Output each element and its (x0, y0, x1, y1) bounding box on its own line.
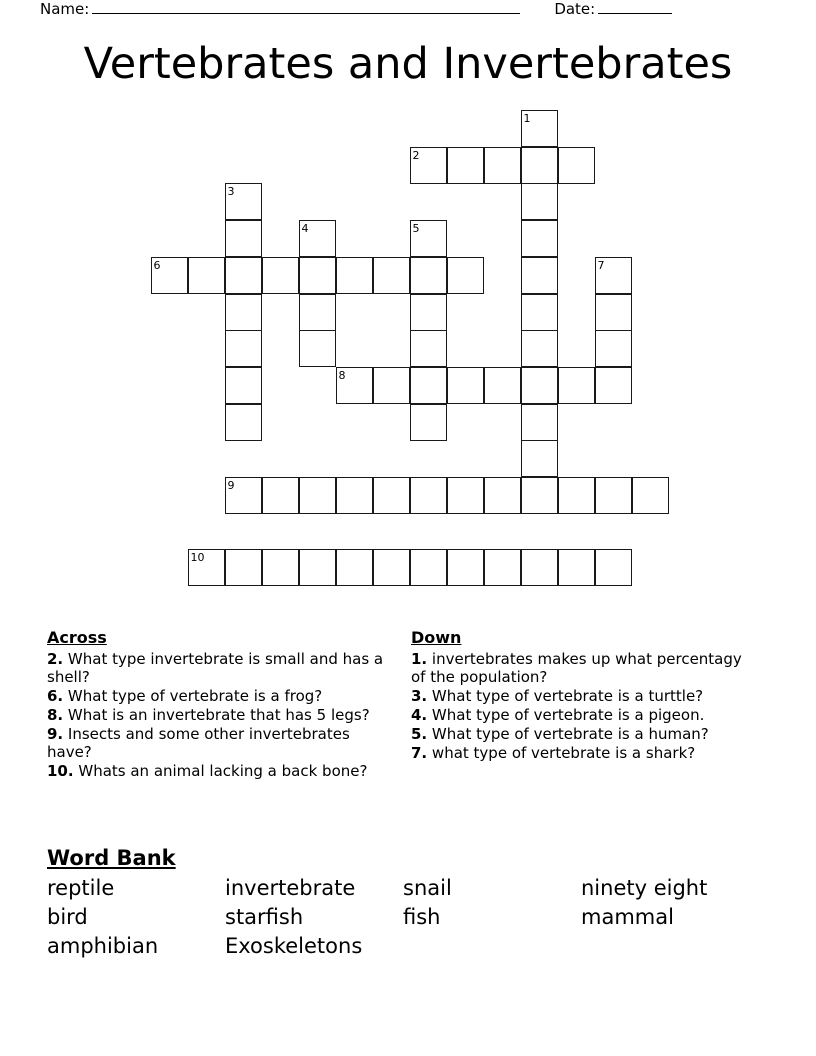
page-title: Vertebrates and Invertebrates (83, 39, 733, 89)
clue-text: What type of vertebrate is a frog? (67, 687, 323, 705)
crossword-cell[interactable] (410, 330, 447, 367)
crossword-cell[interactable] (521, 404, 558, 441)
crossword-cell[interactable] (447, 549, 484, 586)
date-label: Date: (554, 0, 596, 18)
down-clue-item (411, 650, 756, 686)
crossword-cell[interactable] (262, 257, 299, 294)
word-bank-word: bird (47, 905, 88, 929)
clue-text: invertebrates makes up what percentagy of the population? (411, 650, 742, 686)
crossword-cell[interactable] (410, 257, 447, 294)
crossword-cell[interactable] (225, 477, 262, 514)
crossword-cell[interactable] (521, 367, 558, 404)
crossword-cell[interactable] (558, 147, 595, 184)
crossword-cell[interactable] (188, 549, 225, 586)
crossword-cell[interactable] (225, 404, 262, 441)
crossword-cell[interactable] (299, 257, 336, 294)
clue-number: 7. (411, 744, 428, 762)
clue-text: What type invertebrate is small and has a shell? (47, 650, 384, 686)
crossword-clue-number: 1 (523, 112, 531, 125)
crossword-cell[interactable] (521, 257, 558, 294)
word-bank-word (403, 932, 581, 961)
crossword-cell[interactable] (558, 367, 595, 404)
word-bank-grid (47, 874, 777, 961)
crossword-cell[interactable] (262, 549, 299, 586)
crossword-cell[interactable] (521, 110, 558, 147)
clue-text: what type of vertebrate is a shark? (431, 744, 696, 762)
crossword-cell[interactable] (521, 294, 558, 331)
crossword-cell[interactable] (299, 549, 336, 586)
crossword-cell[interactable] (632, 477, 669, 514)
crossword-cell[interactable] (373, 549, 410, 586)
clue-number: 9. (47, 725, 64, 743)
crossword-cell[interactable] (410, 549, 447, 586)
across-clue-item (47, 762, 397, 780)
crossword-cell[interactable] (410, 404, 447, 441)
crossword-cell[interactable] (484, 549, 521, 586)
crossword-cell[interactable] (410, 147, 447, 184)
crossword-cell[interactable] (225, 257, 262, 294)
crossword-cell[interactable] (410, 220, 447, 257)
crossword-cell[interactable] (373, 477, 410, 514)
down-clue-item (411, 706, 756, 724)
crossword-cell[interactable] (373, 367, 410, 404)
crossword-cell[interactable] (373, 257, 410, 294)
crossword-clue-number: 5 (412, 222, 420, 235)
crossword-cell[interactable] (225, 220, 262, 257)
crossword-clue-number: 10 (190, 551, 205, 564)
crossword-cell[interactable] (521, 220, 558, 257)
crossword-cell[interactable] (521, 330, 558, 367)
crossword-cell[interactable] (595, 477, 632, 514)
crossword-cell[interactable] (595, 257, 632, 294)
clue-text: What type of vertebrate is a turttle? (431, 687, 704, 705)
word-bank-word: starfish (225, 905, 304, 929)
crossword-cell[interactable] (336, 367, 373, 404)
crossword-cell[interactable] (225, 183, 262, 220)
word-bank-word: snail (403, 876, 452, 900)
crossword-cell[interactable] (410, 367, 447, 404)
clue-text: Whats an animal lacking a back bone? (78, 762, 368, 780)
crossword-cell[interactable] (410, 294, 447, 331)
clue-number: 6. (47, 687, 64, 705)
crossword-cell[interactable] (484, 477, 521, 514)
crossword-cell[interactable] (188, 257, 225, 294)
down-clue-item (411, 687, 756, 705)
clue-number: 4. (411, 706, 428, 724)
word-bank (47, 845, 777, 961)
crossword-cell[interactable] (595, 294, 632, 331)
crossword-cell[interactable] (447, 147, 484, 184)
word-bank-word: mammal (581, 905, 674, 929)
clue-text: What type of vertebrate is a human? (431, 725, 709, 743)
across-clue-item (47, 650, 397, 686)
crossword-cell[interactable] (336, 477, 373, 514)
crossword-cell[interactable] (595, 330, 632, 367)
name-label: Name: (40, 0, 90, 18)
word-bank-word: invertebrate (225, 876, 356, 900)
crossword-cell[interactable] (299, 220, 336, 257)
crossword-clue-number: 9 (227, 479, 235, 492)
across-clue-item (47, 725, 397, 761)
crossword-clue-number: 2 (412, 149, 420, 162)
crossword-clue-number: 4 (301, 222, 309, 235)
crossword-cell[interactable] (447, 257, 484, 294)
clue-text: Insects and some other invertebrates have? (47, 725, 350, 761)
word-bank-word (581, 932, 771, 961)
clue-text: What type of vertebrate is a pigeon. (431, 706, 705, 724)
down-clue-item (411, 744, 756, 762)
word-bank-heading: Word Bank (47, 846, 176, 870)
crossword-clue-number: 3 (227, 185, 235, 198)
crossword-cell[interactable] (521, 549, 558, 586)
crossword-cell[interactable] (410, 477, 447, 514)
crossword-cell[interactable] (299, 294, 336, 331)
crossword-cell[interactable] (558, 477, 595, 514)
crossword-cell[interactable] (225, 330, 262, 367)
word-bank-word: reptile (47, 876, 115, 900)
clue-number: 2. (47, 650, 64, 668)
crossword-cell[interactable] (262, 477, 299, 514)
across-clues-column (47, 628, 397, 781)
crossword-cell[interactable] (595, 549, 632, 586)
word-bank-word: Exoskeletons (225, 934, 363, 958)
crossword-clue-number: 8 (338, 369, 346, 382)
clue-number: 1. (411, 650, 428, 668)
clue-number: 5. (411, 725, 428, 743)
word-bank-word: ninety eight (581, 876, 708, 900)
clue-number: 3. (411, 687, 428, 705)
crossword-cell[interactable] (299, 330, 336, 367)
crossword-cell[interactable] (484, 147, 521, 184)
crossword-cell[interactable] (336, 257, 373, 294)
crossword-cell[interactable] (151, 257, 188, 294)
crossword-cell[interactable] (484, 367, 521, 404)
crossword-cell[interactable] (521, 183, 558, 220)
clue-number: 10. (47, 762, 74, 780)
crossword-cell[interactable] (595, 367, 632, 404)
crossword-cell[interactable] (225, 367, 262, 404)
crossword-cell[interactable] (521, 440, 558, 477)
down-heading: Down (411, 628, 462, 647)
crossword-cell[interactable] (299, 477, 336, 514)
down-clue-item (411, 725, 756, 743)
crossword-cell[interactable] (521, 477, 558, 514)
across-heading: Across (47, 628, 107, 647)
crossword-clue-number: 7 (597, 259, 605, 272)
clue-number: 8. (47, 706, 64, 724)
crossword-cell[interactable] (447, 477, 484, 514)
word-bank-word: amphibian (47, 934, 159, 958)
crossword-cell[interactable] (225, 294, 262, 331)
down-clues-column (411, 628, 756, 763)
crossword-clue-number: 6 (153, 259, 161, 272)
clue-text: What is an invertebrate that has 5 legs? (67, 706, 370, 724)
crossword-cell[interactable] (447, 367, 484, 404)
across-clue-item (47, 687, 397, 705)
crossword-cell[interactable] (521, 147, 558, 184)
crossword-cell[interactable] (558, 549, 595, 586)
crossword-cell[interactable] (225, 549, 262, 586)
word-bank-word: fish (403, 905, 441, 929)
crossword-cell[interactable] (336, 549, 373, 586)
across-clue-item (47, 706, 397, 724)
